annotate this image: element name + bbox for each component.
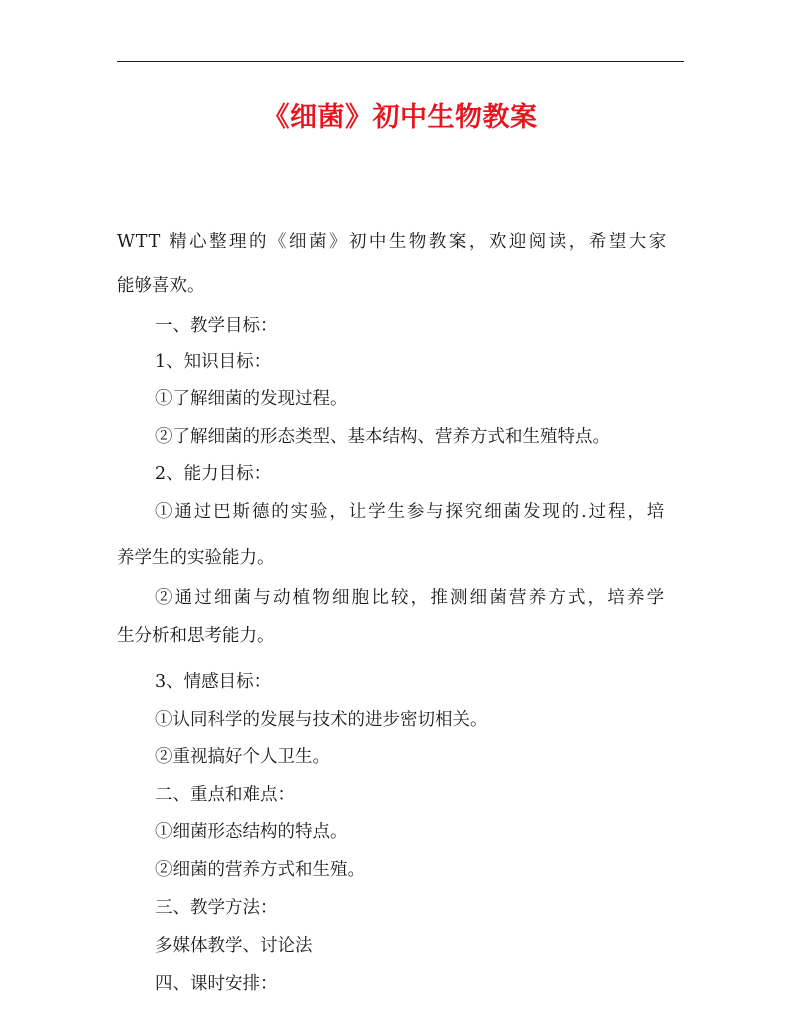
- teaching-methods-text: 多媒体教学、讨论法: [155, 936, 313, 956]
- ability-goal-2-line-2: 生分析和思考能力。: [117, 626, 275, 646]
- section-teaching-methods: 三、教学方法：: [155, 898, 278, 918]
- key-point-2: ②细菌的营养方式和生殖。: [155, 860, 365, 880]
- section-key-points: 二、重点和难点：: [155, 785, 295, 805]
- intro-line-2: 能够喜欢。: [117, 276, 205, 296]
- section-teaching-goals: 一、教学目标：: [155, 316, 278, 336]
- ability-goal-2-line-1: ②通过细菌与动植物细胞比较，推测细菌营养方式，培养学: [155, 588, 665, 608]
- ability-goal-1-line-2: 养学生的实验能力。: [117, 548, 275, 568]
- subsection-ability-goals: 2、能力目标：: [155, 464, 272, 484]
- knowledge-goal-1: ①了解细菌的发现过程。: [155, 389, 348, 409]
- header-rule: [117, 61, 684, 62]
- document-title: 《细菌》初中生物教案: [262, 102, 538, 133]
- emotion-goal-2: ②重视搞好个人卫生。: [155, 747, 330, 767]
- knowledge-goal-2: ②了解细菌的形态类型、基本结构、营养方式和生殖特点。: [155, 427, 610, 447]
- subsection-knowledge-goals: 1、知识目标：: [155, 352, 272, 372]
- intro-line-1: WTT 精心整理的《细菌》初中生物教案，欢迎阅读，希望大家: [117, 232, 667, 252]
- key-point-1: ①细菌形态结构的特点。: [155, 822, 348, 842]
- emotion-goal-1: ①认同科学的发展与技术的进步密切相关。: [155, 710, 488, 730]
- ability-goal-1-line-1: ①通过巴斯德的实验，让学生参与探究细菌发现的.过程，培: [155, 502, 665, 522]
- subsection-emotion-goals: 3、情感目标：: [155, 672, 272, 692]
- section-class-schedule: 四、课时安排：: [155, 974, 278, 994]
